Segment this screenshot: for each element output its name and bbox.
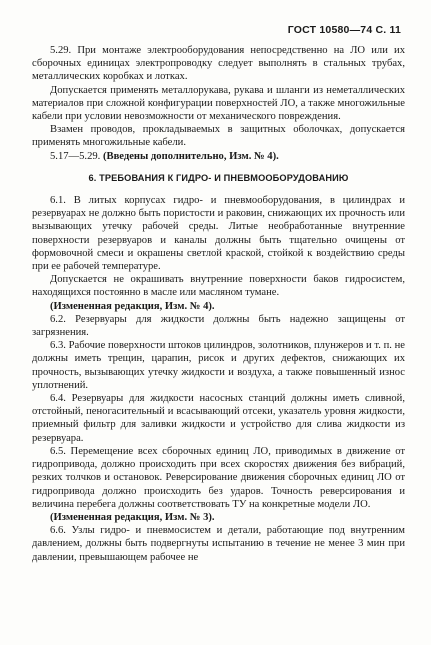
paragraph-amendment-note bbox=[32, 150, 405, 163]
paragraph-6-1: 6.1. В литых корпусах гидро- и пневмооборудования, в цилиндрах и резервуарах не должно быть пористости и раковин, снижающих их прочность или вызывающих утечку рабочей среды. Литые необработанные внутренние поверхности резервуаров и каналы должны быть тщательно очищены от формовочной смеси и окрашены светлой краской, стойкой к воздействию среды при ее рабочей температуре. bbox=[32, 195, 405, 273]
section-title: 6. ТРЕБОВАНИЯ К ГИДРО- И ПНЕВМООБОРУДОВАНИЮ bbox=[88, 172, 349, 183]
amendment-text: (Введены дополнительно, Изм. № 4). bbox=[102, 150, 279, 162]
paragraph-6-4: 6.4. Резервуары для жидкости насосных станций должны иметь сливной, отстойный, пеногасительный и всасывающий отсеки, указатель уровня жидкости, приемный фильтр для заливки жидкости и устройство для слива жидкости из резервуара. bbox=[32, 393, 405, 444]
paragraph-metal-hoses: Допускается применять металлорукава, рукава и шланги из неметаллических материалов при сложной конфигурации поверхностей ЛО, а также многожильные кабели при условии невозможности от механического повреждения. bbox=[32, 84, 405, 123]
paragraph-5-29: 5.29. При монтаже электрооборудования непосредственно на ЛО или их сборочных единицах электропроводку следует выполнять в стальных трубах, металлических коробках и лотках. bbox=[32, 45, 405, 83]
paragraph-6-5: 6.5. Перемещение всех сборочных единиц ЛО, приводимых в движение от гидропривода, должно происходить при всех скоростях движения без вибраций, резких толчков и остановок. Реверсирование движения сборочных единиц ЛО от гидропривода должно происходить без ударов. Точность реверсирования и величина перебега должны соответствовать ТУ на конкретные модели ЛО. bbox=[32, 445, 405, 510]
paragraph-6-2: 6.2. Резервуары для жидкости должны быть надежно защищены от загрязнения. bbox=[32, 313, 405, 339]
paragraph-cables: Взамен проводов, прокладываемых в защитных оболочках, допускается применять многожильные кабели. bbox=[32, 124, 405, 149]
paragraph-tank-painting: Допускается не окрашивать внутренние поверхности баков гидросистем, находящихся постоянно в масле или масляном тумане. bbox=[32, 274, 405, 299]
paragraph-revision-4: (Измененная редакция, Изм. № 4). bbox=[50, 300, 215, 312]
paragraph-6-3: 6.3. Рабочие поверхности штоков цилиндров, золотников, плунжеров и т. п. не должны иметь трещин, царапин, рисок и других дефектов, снижающих их прочность, вызывающих утечку жидкости и воздуха, а также повышенный износ уплотнений. bbox=[32, 340, 405, 391]
paragraph-6-6: 6.6. Узлы гидро- и пневмосистем и детали, работающие под внутренним давлением, должны быть подвергнуты испытанию в течение не менее 3 мин при давлении, превышающем рабочее не bbox=[32, 525, 405, 563]
amendment-range: 5.17—5.29. bbox=[50, 150, 103, 162]
document-body bbox=[32, 44, 405, 564]
paragraph-revision-3: (Измененная редакция, Изм. № 3). bbox=[50, 511, 215, 523]
page-header: ГОСТ 10580—74 С. 11 bbox=[287, 24, 401, 36]
